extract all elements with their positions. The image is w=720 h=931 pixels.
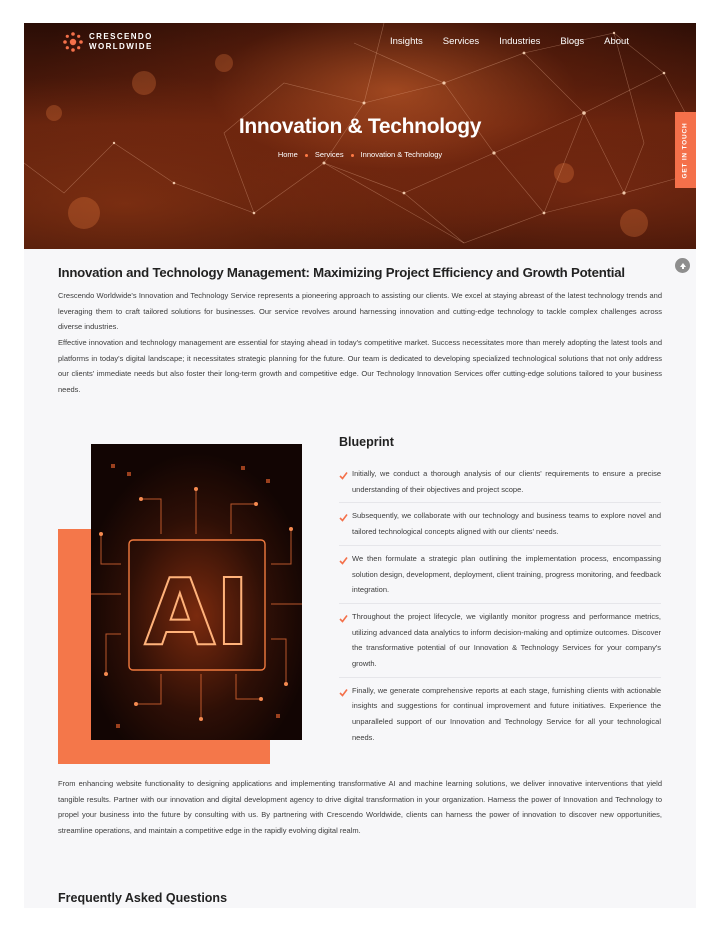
- check-icon: [339, 513, 348, 522]
- ai-lettering: AI: [144, 559, 250, 666]
- brand-line-1: CRESCENDO: [89, 32, 153, 41]
- blueprint-item-text: Subsequently, we collaborate with our technology and business teams to explore novel and tailored technological concepts aligned with our clients' needs.: [352, 511, 661, 537]
- nav-services[interactable]: Services: [442, 36, 480, 47]
- nav-blogs[interactable]: Blogs: [560, 36, 585, 47]
- breadcrumb-separator: [305, 154, 308, 157]
- get-in-touch-tab[interactable]: [675, 112, 696, 188]
- check-icon: [339, 688, 348, 697]
- blueprint-item-text: Finally, we generate comprehensive reports at each stage, furnishing clients with actionable insights and suggestions for continual improvement and future initiatives. Experience the unparalleled support of our Innovation and Technology Service for all your technological needs.: [352, 685, 661, 742]
- faq-heading: Frequently Asked Questions: [58, 891, 228, 905]
- brand-logo[interactable]: [62, 31, 153, 53]
- breadcrumb: [24, 150, 696, 159]
- blueprint-item-text: Initially, we conduct a thorough analysis of our clients' requirements to ensure a precise understanding of their objectives and project scope.: [352, 469, 661, 494]
- hero-banner: [24, 23, 696, 249]
- breadcrumb-separator: [351, 154, 354, 157]
- intro-paragraph-2: Effective innovation and technology management are essential for staying ahead in today's competitive market. Success necessitates more than merely adopting the latest tools and platforms in today's digital landscape; it necessitates strategic planning for the future. Our team is dedicated to developing specialized technological solutions that not only address our clients' immediate needs but also foster their long-term growth and competitive edge. Our Technology Innovation Services offer cutting-edge solutions tailored to your business needs.: [58, 338, 662, 395]
- blueprint-item-text: Throughout the project lifecycle, we vigilantly monitor progress and performance metrics, utilizing advanced data analytics to inform decision-making and optimize outcomes. Discover the transformative potential of our Innovation & Technology Services for your company's growth.: [352, 611, 661, 669]
- list-item: [339, 551, 661, 604]
- list-item: [339, 508, 661, 545]
- closing-paragraph: From enhancing website functionality to designing applications and implementing transformative AI and machine learning solutions, we deliver innovative interventions that yield tangible results. Partner with our innovation and digital development agency to drive digital transformation in your organization. Harness the power of Innovation and Technology to propel your business into the future by consulting with us. By partnering with Crescendo Worldwide, clients can harness the power of innovation to discover new opportunities, streamline operations, and maintain a competitive edge in the rapidly evolving digital realm.: [58, 779, 662, 836]
- brand-name: [89, 32, 153, 52]
- list-item: [339, 609, 661, 678]
- check-icon: [339, 556, 348, 565]
- nav-industries[interactable]: Industries: [499, 36, 541, 47]
- arrow-up-icon: [679, 262, 687, 270]
- blueprint-list: [339, 466, 661, 756]
- breadcrumb-current: Innovation & Technology: [360, 150, 443, 159]
- get-in-touch-label: GET IN TOUCH: [682, 121, 690, 179]
- ai-circuit-image: [91, 444, 302, 740]
- scroll-to-top-button[interactable]: [675, 258, 690, 273]
- blueprint-item-text: We then formulate a strategic plan outlining the implementation process, encompassing solution design, development, deployment, client training, progress monitoring, and feedback integration.: [352, 553, 661, 595]
- check-icon: [339, 471, 348, 480]
- brand-line-2: WORLDWIDE: [89, 42, 153, 51]
- page: [24, 23, 696, 908]
- ai-chip-illustration: [91, 444, 302, 740]
- nav-insights[interactable]: Insights: [390, 36, 423, 47]
- page-title: Innovation & Technology: [238, 115, 482, 138]
- list-item: [339, 466, 661, 503]
- nav-about[interactable]: About: [604, 36, 629, 47]
- blueprint-heading: Blueprint: [339, 435, 394, 449]
- crescendo-logo-icon: [62, 31, 84, 53]
- section-heading: Innovation and Technology Management: Maximizing Project Efficiency and Growth Potential: [58, 265, 625, 280]
- breadcrumb-home[interactable]: Home: [277, 150, 298, 159]
- breadcrumb-services[interactable]: Services: [314, 150, 344, 159]
- top-navigation: [390, 36, 649, 47]
- check-icon: [339, 614, 348, 623]
- list-item: [339, 683, 661, 751]
- intro-paragraph-1: Crescendo Worldwide's Innovation and Technology Service represents a pioneering approach to assisting our clients. We excel at staying abreast of the latest technology trends and leveraging them to craft tailored solutions for businesses. Our service revolves around harnessing innovation and cutting-edge technology to tackle complex challenges across diverse industries.: [58, 291, 662, 332]
